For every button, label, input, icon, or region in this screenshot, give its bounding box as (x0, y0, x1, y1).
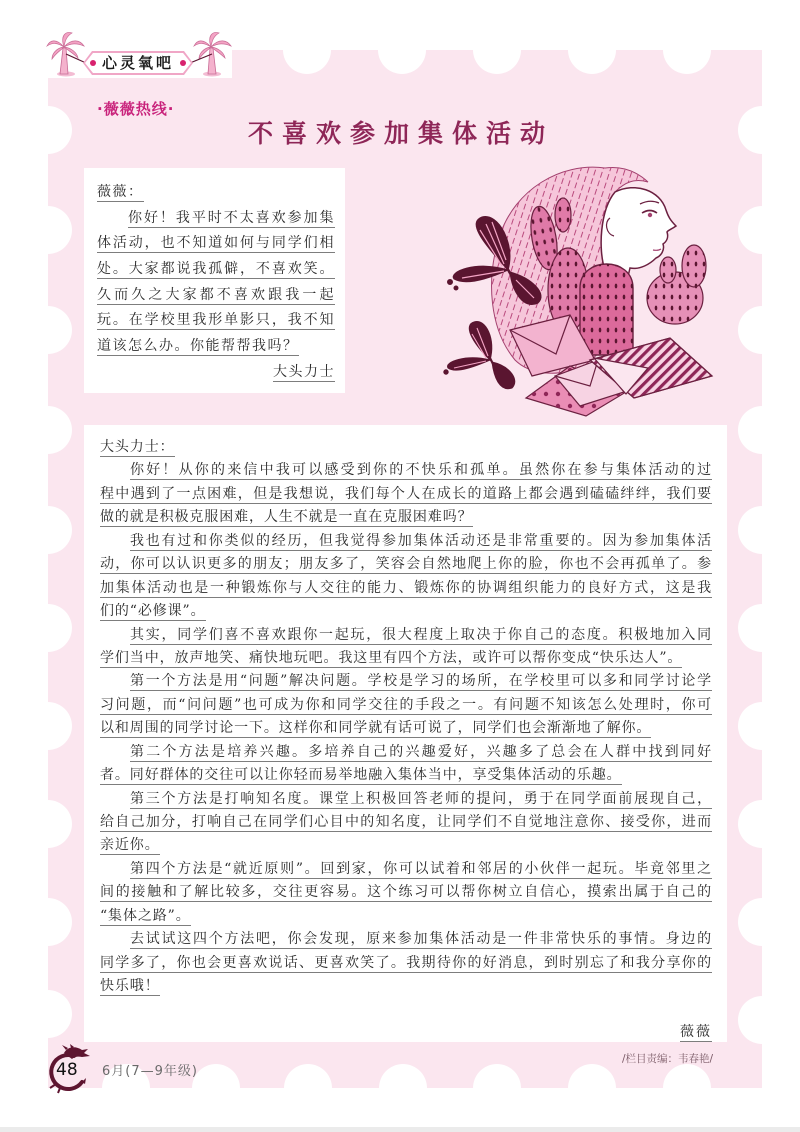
reply-salutation: 大头力士： (100, 439, 175, 455)
reply-line: 第二个方法是培养兴趣。多培养自己的兴趣爱好，兴趣多了总会在人群中找到同好 (130, 743, 712, 760)
reply-line: “集体之路”。 (100, 907, 191, 924)
letter-line: 处。大家都说我孤僻，不喜欢笑。 (97, 261, 335, 278)
reply-line: 第三个方法是打响知名度。课堂上积极回答老师的提问，勇于在同学面前展现自己， (130, 790, 712, 807)
reply-line: 间的接触和了解比较多，交往更容易。这个练习可以帮你树立自信心，摸索出属于自己的 (100, 884, 712, 901)
reply-line: 学们当中，放声地笑、痛快地玩吧。我这里有四个方法，或许可以帮你变成“快乐达人”。 (100, 649, 683, 666)
palm-tree-right-icon (190, 30, 232, 78)
letter-line: 玩。在学校里我形单影只，我不知 (97, 312, 335, 329)
letter-salutation: 薇薇： (97, 184, 144, 200)
reply-line: 第四个方法是“就近原则”。回到家，你可以试着和邻居的小伙伴一起玩。毕竟邻里之 (130, 860, 712, 877)
bottom-strip (0, 1127, 800, 1132)
reply-signature: 薇薇 (680, 1024, 712, 1040)
reply-line: 快乐哦！ (100, 978, 160, 995)
reply-line: 同学多了，你也会更喜欢说话、更喜欢笑了。我期待你的好消息，到时别忘了和我分享你的 (100, 954, 712, 971)
girl-cactus-butterfly-illustration (420, 160, 720, 420)
reply-line: 亲近你。 (100, 837, 160, 854)
reply-line: 你好！从你的来信中我可以感受到你的不快乐和孤单。虽然你在参与集体活动的过 (130, 462, 712, 479)
reply-line: 动，你可以认识更多的朋友；朋友多了，笑容会自然地爬上你的脸，你也不会再孤单了。参 (100, 556, 712, 573)
letter-line: 道该怎么办。你能帮帮我吗？ (97, 338, 299, 355)
reply-line: 其实，同学们喜不喜欢跟你一起玩，很大程度上取决于你自己的态度。积极地加入同 (130, 626, 712, 643)
page-number: 48 (56, 1060, 78, 1080)
reply-line: 者。同好群体的交往可以让你轻而易举地融入集体当中，享受集体活动的乐趣。 (100, 767, 622, 784)
letter-text (97, 180, 335, 360)
reply-line: 习问题，而“问问题”也可成为你和同学交往的手段之一。有问题不知该怎么处理时，你可 (100, 696, 712, 713)
letter-line: 体活动，也不知道如何与同学们相 (97, 235, 335, 252)
reply-line: 第一个方法是用“问题”解决问题。学校是学习的场所，在学校里可以多和同学讨论学 (130, 673, 712, 690)
letter-signature: 大头力士 (273, 364, 335, 380)
reply-line: 加集体活动也是一种锻炼你与人交往的能力、锻炼你的协调组织能力的良好方式，这是我 (100, 579, 712, 596)
section-label: ·薇薇热线· (97, 100, 175, 118)
cactus-center-icon (580, 264, 633, 355)
letter-line: 你好！我平时不太喜欢参加集 (128, 209, 335, 226)
reply-line: 做的就是积极克服困难，人生不就是一直在克服困难吗？ (100, 509, 473, 526)
palm-tree-left-icon (46, 30, 86, 78)
letter-line (97, 180, 335, 206)
column-name: 心灵氧吧 (101, 54, 174, 72)
reply-line: 们的“必修课”。 (100, 603, 206, 620)
reply-line: 以和周围的同学讨论一下。这样你和同学就有话可说了，同学们也会渐渐地了解你。 (100, 720, 652, 737)
page-title: 不喜欢参加集体活动 (248, 119, 555, 148)
issue-label: 6月(7—9年级) (102, 1064, 198, 1079)
reply-line: 我也有过和你类似的经历，但我觉得参加集体活动还是非常重要的。因为参加集体活 (130, 532, 712, 549)
reply-line (100, 436, 712, 459)
reply-text (100, 436, 712, 999)
letter-line: 久而久之大家都不喜欢跟我一起 (97, 286, 335, 303)
editor-credit: /栏目责编：韦春艳/ (622, 1053, 714, 1065)
reply-line: 程中遇到了一点困难，但是我想说，我们每个人在成长的道路上都会遇到磕磕绊绊，我们要 (100, 485, 712, 502)
reply-line: 去试试这四个方法吧，你会发现，原来参加集体活动是一件非常快乐的事情。身边的 (130, 931, 712, 948)
reply-line: 给自己加分，打响自己在同学们心目中的知名度，让同学们不自觉地注意你、接受你，进而 (100, 814, 712, 830)
